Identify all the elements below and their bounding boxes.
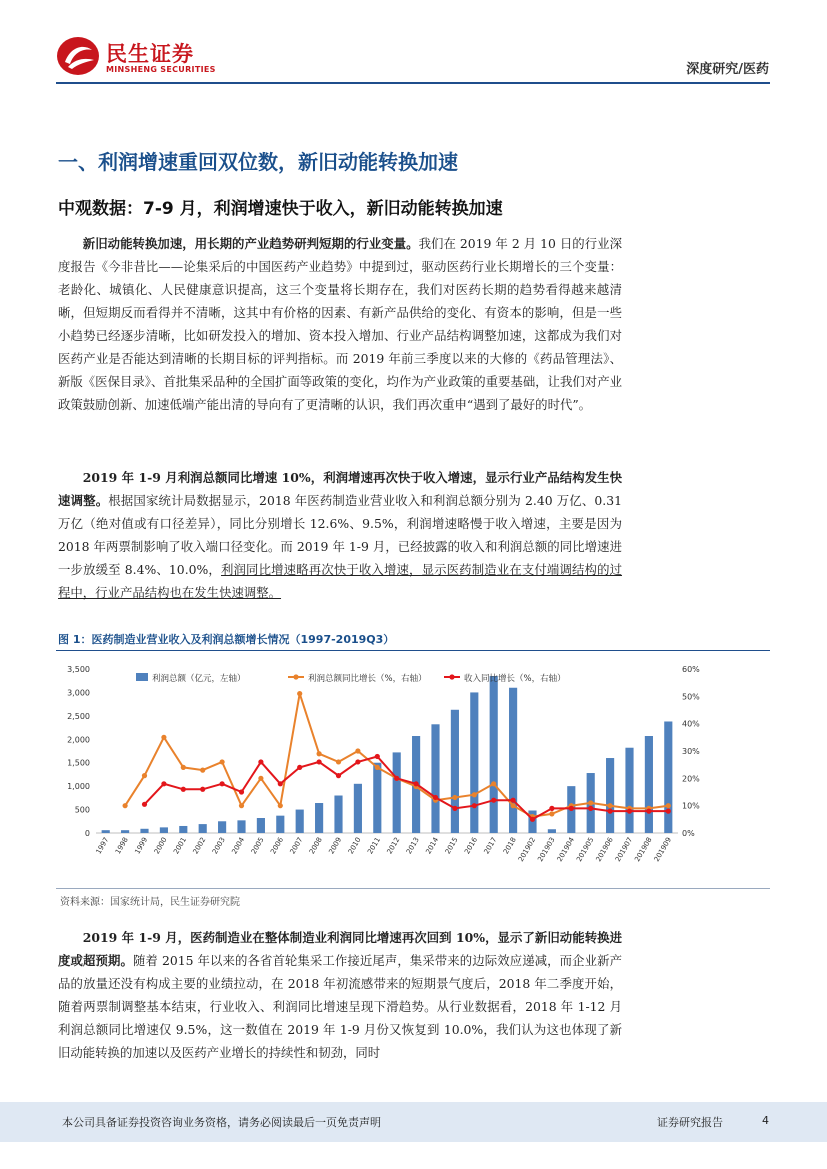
profit-bar	[102, 830, 110, 833]
x-axis-tick: 1997	[94, 836, 111, 856]
legend-label-revenue-growth: 收入同比增长（%，右轴）	[464, 674, 566, 684]
x-axis-tick: 2009	[327, 836, 344, 856]
right-axis-tick: 40%	[682, 719, 700, 729]
left-axis-tick: 2,000	[67, 735, 90, 745]
logo-text-cn: 民生证券	[106, 42, 194, 66]
profit-bar	[373, 763, 381, 833]
footer-report-type: 证券研究报告	[657, 1116, 723, 1129]
profit-growth-point	[491, 781, 496, 786]
revenue-growth-point	[161, 781, 166, 786]
profit-bar	[606, 758, 614, 833]
revenue-growth-point	[142, 802, 147, 807]
revenue-growth-point	[588, 806, 593, 811]
left-axis-tick: 3,500	[67, 665, 90, 674]
revenue-growth-point	[608, 809, 613, 814]
revenue-growth-point	[297, 765, 302, 770]
profit-growth-point	[549, 811, 554, 816]
profit-bar	[354, 784, 362, 833]
revenue-growth-point	[511, 798, 516, 803]
header-divider	[56, 82, 770, 84]
left-axis-tick: 0	[84, 829, 90, 838]
profit-growth-point	[142, 773, 147, 778]
profit-growth-point	[336, 759, 341, 764]
x-axis-tick: 201904	[555, 836, 577, 864]
paragraph-1-body: 我们在 2019 年 2 月 10 日的行业深度报告《今非昔比——论集采后的中国医药产业趋势》中提到过，驱动医药行业长期增长的三个变量：老龄化、城镇化、人民健康意识提高，这三个变量将长期存在，我们对医药长期的趋势看得越来越清晰，但短期反而看得并不清晰，这其中有价格的因素、有新产品供给的变化、有资本的影响，但是一些小趋势已经逐步清晰，比如研发投入的增加、资本投入增加、行业产品结构调整加速，这都成为我们对医药产业是否能达到清晰的长期目标的评判指标。而 2019 年前三季度以来的大修的《药品管理法》、新版《医保目录》、首批集采品种的全国扩面等政策的变化，均作为产业政策的重要基础，让我们对产业政策鼓励创新、加速低端产能出清的导向有了更清晰的认识，我们再次重申“遇到了最好的时代”。	[58, 236, 623, 412]
subsection-title: 中观数据：7-9 月，利润增速快于收入，新旧动能转换加速	[58, 199, 503, 219]
profit-growth-point	[588, 800, 593, 805]
figure-title: 图 1：医药制造业营业收入及利润总额增长情况（1997-2019Q3）	[58, 633, 395, 646]
x-axis-tick: 201909	[652, 836, 674, 864]
revenue-growth-point	[200, 787, 205, 792]
left-axis-tick: 2,500	[67, 711, 90, 721]
revenue-growth-point	[336, 773, 341, 778]
legend-label-profit-growth: 利润总额同比增长（%，右轴）	[308, 674, 427, 684]
profit-growth-point	[452, 795, 457, 800]
profit-bar	[470, 692, 478, 833]
profit-bar	[199, 824, 207, 833]
profit-growth-point	[181, 765, 186, 770]
profit-growth-point	[608, 803, 613, 808]
left-axis-tick: 3,000	[67, 688, 90, 698]
x-axis-tick: 1998	[113, 836, 130, 856]
revenue-growth-point	[220, 781, 225, 786]
legend-label-profit: 利润总额（亿元，左轴）	[152, 674, 246, 684]
x-axis-tick: 201903	[536, 836, 557, 864]
paragraph-3-lead: 2019 年 1-9 月，医药制造业在整体制造业利润同比增速再次回到 10%，显示了新旧动能转换进度或超预期。	[58, 930, 622, 968]
revenue-growth-point	[181, 787, 186, 792]
revenue-growth-point	[452, 806, 457, 811]
profit-growth-point	[123, 803, 128, 808]
figure-top-rule	[56, 650, 770, 651]
revenue-growth-point	[491, 798, 496, 803]
paragraph-2-lead: 2019 年 1-9 月利润总额同比增速 10%，利润增速再次快于收入增速，显示行业产品结构发生快速调整。	[58, 470, 622, 508]
profit-growth-point	[666, 803, 671, 808]
left-axis-tick: 1,500	[67, 758, 90, 768]
x-axis-tick: 201902	[516, 836, 538, 864]
page-number: 4	[762, 1114, 769, 1127]
profit-bar	[431, 724, 439, 833]
profit-bar	[315, 803, 323, 833]
section-title: 一、利润增速重回双位数，新旧动能转换加速	[58, 150, 458, 174]
profit-bar	[393, 752, 401, 833]
revenue-growth-point	[530, 817, 535, 822]
profit-bar	[160, 827, 168, 833]
right-axis-tick: 10%	[682, 801, 700, 811]
paragraph-2	[58, 466, 622, 604]
profit-bar	[451, 710, 459, 833]
legend-swatch-profit	[136, 673, 148, 681]
x-axis-tick: 2015	[443, 836, 460, 856]
x-axis-tick: 201908	[633, 836, 654, 864]
right-axis-tick: 0%	[682, 829, 695, 838]
right-axis-tick: 60%	[682, 665, 700, 674]
logo-text-en: MINSHENG SECURITIES	[106, 65, 216, 74]
x-axis-tick: 201907	[613, 836, 635, 864]
x-axis-tick: 2001	[172, 836, 189, 856]
profit-growth-point	[317, 751, 322, 756]
x-axis-tick: 2006	[269, 836, 286, 856]
right-axis-tick: 30%	[682, 747, 700, 756]
figure-bottom-rule	[56, 888, 770, 889]
x-axis-tick: 2014	[424, 836, 441, 856]
profit-bar	[121, 830, 129, 833]
revenue-growth-point	[646, 809, 651, 814]
x-axis-tick: 201906	[594, 836, 615, 864]
revenue-growth-point	[414, 781, 419, 786]
paragraph-1-lead: 新旧动能转换加速，用长期的产业趋势研判短期的行业变量。	[82, 236, 419, 251]
profit-bar	[179, 826, 187, 833]
legend-marker-profit-growth	[293, 674, 298, 679]
x-axis-tick: 2018	[501, 836, 518, 856]
x-axis-tick: 2008	[307, 836, 324, 856]
footer-disclaimer: 本公司具备证券投资咨询业务资格，请务必阅读最后一页免责声明	[62, 1116, 381, 1129]
profit-growth-point	[278, 803, 283, 808]
paragraph-2-underlined: 利润同比增速略再次快于收入增速，显示医药制造业在支付端调结构的过程中，行业产品结构也在发生快速调整。	[58, 562, 623, 600]
x-axis-tick: 2007	[288, 836, 305, 856]
profit-bar	[645, 736, 653, 833]
page-header	[0, 0, 827, 96]
revenue-growth-point	[278, 781, 283, 786]
x-axis-tick: 1999	[133, 836, 150, 856]
x-axis-tick: 2012	[385, 836, 402, 856]
x-axis-tick: 2017	[482, 836, 499, 856]
profit-growth-point	[355, 748, 360, 753]
x-axis-tick: 2013	[404, 836, 421, 856]
profit-bar	[334, 796, 342, 833]
profit-bar	[548, 829, 556, 833]
report-category: 深度研究/医药	[686, 62, 769, 77]
x-axis-tick: 2011	[366, 836, 383, 856]
profit-bar	[490, 676, 498, 833]
profit-bar	[237, 820, 245, 833]
legend-marker-revenue-growth	[449, 674, 454, 679]
revenue-growth-point	[433, 795, 438, 800]
revenue-growth-point	[569, 806, 574, 811]
x-axis-tick: 2000	[152, 836, 169, 856]
revenue-growth-point	[355, 759, 360, 764]
x-axis-tick: 201905	[575, 836, 596, 864]
figure-source: 资料来源：国家统计局，民生证券研究院	[60, 897, 240, 908]
x-axis-tick: 2002	[191, 836, 208, 856]
profit-growth-point	[258, 776, 263, 781]
profit-bar	[664, 721, 672, 833]
profit-bar	[140, 829, 148, 833]
profit-growth-point	[239, 803, 244, 808]
profit-bar	[296, 810, 304, 833]
x-axis-tick: 2010	[346, 836, 363, 856]
revenue-growth-point	[239, 789, 244, 794]
minsheng-logo-icon	[56, 36, 100, 76]
paragraph-3	[58, 926, 622, 1064]
paragraph-3-body: 随着 2015 年以来的各省首轮集采工作接近尾声，集采带来的边际效应递减，而企业新产品的放量还没有构成主要的业绩拉动，在 2018 年初流感带来的短期景气度后，2018 年二季度开始，随着两票制调整基本结束，行业收入、利润同比增速呈现下滑趋势。从行业数据看，2018 年 1-12 月利润总额同比增速仅 9.5%，这一数值在 2019 年 1-9 月份又恢复到 10.0%，我们认为这也体现了新旧动能转换的加速以及医药产业增长的持续性和韧劲，同时	[58, 953, 622, 1060]
revenue-growth-point	[317, 759, 322, 764]
x-axis-tick: 2004	[230, 836, 247, 856]
left-axis-tick: 500	[74, 805, 90, 815]
profit-growth-point	[220, 759, 225, 764]
profit-bar	[257, 818, 265, 833]
right-axis-tick: 50%	[682, 692, 700, 702]
profit-growth-point	[200, 768, 205, 773]
profit-bar	[218, 821, 226, 833]
profit-bar	[625, 748, 633, 833]
profit-growth-point	[472, 792, 477, 797]
profit-bar	[509, 688, 517, 833]
x-axis-tick: 2005	[249, 836, 266, 856]
paragraph-1	[58, 232, 622, 416]
profit-growth-point	[161, 735, 166, 740]
x-axis-tick: 2016	[463, 836, 480, 856]
right-axis-tick: 20%	[682, 774, 700, 784]
x-axis-tick: 2003	[210, 836, 227, 856]
profit-growth-point	[511, 803, 516, 808]
left-axis-tick: 1,000	[67, 782, 90, 792]
profit-growth-point	[297, 691, 302, 696]
paragraph-2-body: 根据国家统计局数据显示，2018 年医药制造业营业收入和利润总额分别为 2.40 万亿、0.31 万亿（绝对值或有口径差异），同比分别增长 12.6%、9.5%，利润增速略慢于收入增速，主要是因为 2018 年两票制影响了收入端口径变化。而 2019 年 1-9 月，已经披露的收入和利润总额的同比增速进一步放缓至 8.4%、10.0%，	[58, 493, 622, 577]
revenue-growth-point	[627, 809, 632, 814]
revenue-growth-point	[549, 806, 554, 811]
profit-growth-point	[375, 765, 380, 770]
profit-bar	[276, 816, 284, 833]
revenue-growth-point	[258, 759, 263, 764]
revenue-growth-point	[666, 809, 671, 814]
revenue-growth-point	[375, 754, 380, 759]
revenue-growth-point	[394, 776, 399, 781]
profit-revenue-chart	[56, 655, 770, 880]
revenue-growth-point	[472, 803, 477, 808]
page-footer	[0, 1102, 827, 1142]
